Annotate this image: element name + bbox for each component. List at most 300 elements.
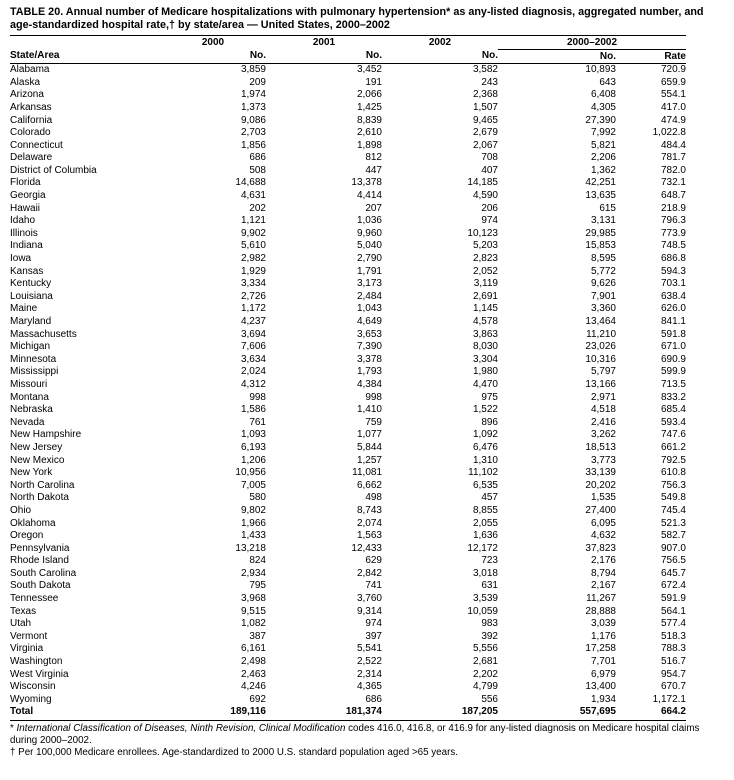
state-cell: Connecticut [10,139,63,151]
footnote-icd-title: International Classification of Diseases, Ninth Revision, Clinical Modification [16,722,346,734]
value-cell: 3,694 [240,328,266,340]
value-cell: 1,022.8 [652,127,686,139]
value-cell: 591.8 [660,328,686,340]
table-row [10,378,686,391]
table-row [10,668,686,681]
table-row [10,202,686,215]
year-header-2000-2002: 2000–2002 [498,36,686,50]
column-header-no-2001: No. [266,49,382,63]
value-cell: 3,653 [356,328,382,340]
column-header-no-2002: No. [382,49,498,63]
value-cell: 191 [365,76,382,88]
state-cell: Idaho [10,215,36,227]
value-cell: 13,166 [585,378,616,390]
table-row [10,366,686,379]
value-cell: 2,052 [472,265,498,277]
value-cell: 8,794 [590,567,616,579]
value-cell: 12,172 [467,542,498,554]
value-cell: 732.1 [660,177,686,189]
state-cell: Hawaii [10,202,41,214]
value-cell: 4,414 [356,190,382,202]
state-cell: Colorado [10,127,51,139]
state-cell: Alabama [10,64,50,76]
table-row [10,605,686,618]
value-cell: 1,507 [472,101,498,113]
value-cell: 3,018 [472,567,498,579]
value-cell: 1,636 [472,530,498,542]
state-cell: Tennessee [10,593,59,605]
table-row [10,630,686,643]
value-cell: 629 [365,555,382,567]
table-row [10,101,686,114]
value-cell: 1,257 [356,454,382,466]
value-cell: 13,218 [235,542,266,554]
table-row [10,303,686,316]
value-cell: 591.9 [660,593,686,605]
table-row [10,504,686,517]
value-cell: 397 [365,630,382,642]
value-cell: 1,176 [590,630,616,642]
value-cell: 907.0 [660,542,686,554]
value-cell: 10,059 [467,605,498,617]
year-header-spacer [10,36,160,50]
state-cell: Wisconsin [10,681,56,693]
value-cell: 2,522 [356,656,382,668]
table-row [10,152,686,165]
table-row [10,643,686,656]
value-cell: 2,679 [472,127,498,139]
table-row [10,416,686,429]
state-cell: Arkansas [10,101,52,113]
value-cell: 690.9 [660,353,686,365]
value-cell: 2,055 [472,517,498,529]
value-cell: 3,173 [356,278,382,290]
value-cell: 7,992 [590,127,616,139]
value-cell: 1,898 [356,139,382,151]
value-cell: 17,258 [585,643,616,655]
value-cell: 686 [249,152,266,164]
value-cell: 4,799 [472,681,498,693]
value-cell: 748.5 [660,240,686,252]
value-cell: 975 [481,391,498,403]
value-cell: 1,172.1 [652,693,686,705]
value-cell: 788.3 [660,643,686,655]
footnote-icd-marker: * [10,722,17,734]
data-table [10,35,686,720]
value-cell: 713.5 [660,378,686,390]
value-cell: 8,030 [472,341,498,353]
value-cell: 703.1 [660,278,686,290]
value-cell: 1,145 [472,303,498,315]
value-cell: 3,262 [590,429,616,441]
value-cell: 498 [365,492,382,504]
value-cell: 638.4 [660,290,686,302]
table-row [10,189,686,202]
value-cell: 1,563 [356,530,382,542]
value-cell: 7,606 [240,341,266,353]
state-cell: Montana [10,391,49,403]
state-cell: Wyoming [10,693,52,705]
value-cell: 9,902 [240,227,266,239]
value-cell: 2,703 [240,127,266,139]
value-cell: 207 [365,202,382,214]
value-cell: 1,586 [240,404,266,416]
state-cell: Illinois [10,227,38,239]
value-cell: 206 [481,202,498,214]
value-cell: 747.6 [660,429,686,441]
value-cell: 1,522 [472,404,498,416]
value-cell: 14,688 [235,177,266,189]
value-cell: 796.3 [660,215,686,227]
table-row [10,517,686,530]
table-row [10,542,686,555]
state-cell: Delaware [10,152,53,164]
value-cell: 484.4 [660,139,686,151]
value-cell: 661.2 [660,441,686,453]
table-row [10,479,686,492]
state-cell: District of Columbia [10,164,97,176]
value-cell: 5,610 [240,240,266,252]
table-row [10,592,686,605]
table-row [10,240,686,253]
value-cell: 833.2 [660,391,686,403]
value-cell: 615 [599,202,616,214]
table-row [10,580,686,593]
state-cell: California [10,114,53,126]
value-cell: 18,513 [585,441,616,453]
table-body [10,63,686,720]
state-cell: South Dakota [10,580,71,592]
state-cell: Washington [10,656,63,668]
value-cell: 11,081 [352,467,382,479]
value-cell: 983 [481,618,498,630]
value-cell: 4,384 [356,378,382,390]
value-cell: 2,167 [590,580,616,592]
state-cell: South Carolina [10,567,77,579]
value-cell: 3,760 [356,593,382,605]
value-cell: 9,086 [240,114,266,126]
value-cell: 610.8 [660,467,686,479]
column-header-row [10,49,686,63]
value-cell: 685.4 [660,404,686,416]
value-cell: 3,304 [472,353,498,365]
value-cell: 3,039 [590,618,616,630]
total-label-cell: Total [10,706,160,721]
value-cell: 42,251 [585,177,616,189]
value-cell: 4,312 [240,378,266,390]
value-cell: 474.9 [660,114,686,126]
value-cell: 1,121 [240,215,266,227]
value-cell: 9,515 [240,605,266,617]
total-row [10,706,686,721]
value-cell: 181,374 [266,706,382,721]
value-cell: 202 [249,202,266,214]
state-cell: Nebraska [10,404,53,416]
value-cell: 795 [249,580,266,592]
value-cell: 557,695 [498,706,616,721]
value-cell: 189,116 [160,706,266,721]
table-row [10,89,686,102]
value-cell: 8,743 [356,504,382,516]
value-cell: 2,176 [590,555,616,567]
value-cell: 27,400 [585,504,616,516]
value-cell: 10,893 [585,64,616,76]
state-cell: Georgia [10,190,46,202]
value-cell: 761 [249,416,266,428]
value-cell: 2,416 [590,416,616,428]
value-cell: 599.9 [660,366,686,378]
value-cell: 3,131 [590,215,616,227]
value-cell: 11,267 [586,593,616,605]
value-cell: 10,123 [467,227,498,239]
state-cell: North Dakota [10,492,69,504]
value-cell: 6,095 [590,517,616,529]
value-cell: 5,203 [472,240,498,252]
state-cell: Ohio [10,504,32,516]
table-row [10,353,686,366]
value-cell: 686 [365,693,382,705]
value-cell: 1,793 [356,366,382,378]
value-cell: 998 [249,391,266,403]
value-cell: 392 [481,630,498,642]
value-cell: 1,082 [240,618,266,630]
value-cell: 407 [481,164,498,176]
value-cell: 626.0 [660,303,686,315]
value-cell: 5,821 [590,139,616,151]
table-row [10,164,686,177]
value-cell: 2,368 [472,89,498,101]
value-cell: 8,595 [590,253,616,265]
value-cell: 1,092 [472,429,498,441]
state-cell: Iowa [10,253,32,265]
value-cell: 974 [481,215,498,227]
value-cell: 516.7 [660,656,686,668]
footnote-icd [10,723,724,747]
table-row [10,492,686,505]
table-row [10,328,686,341]
value-cell: 3,360 [590,303,616,315]
value-cell: 8,855 [472,504,498,516]
value-cell: 2,074 [356,517,382,529]
value-cell: 824 [249,555,266,567]
value-cell: 3,582 [472,64,498,76]
value-cell: 708 [481,152,498,164]
value-cell: 659.9 [660,76,686,88]
value-cell: 7,901 [590,290,616,302]
value-cell: 5,797 [590,366,616,378]
footnote-icd-text: codes 416.0, 416.8, or 416.9 for any-listed diagnosis on Medicare hospital claims during 2000–2002. [10,722,700,747]
value-cell: 5,040 [356,240,382,252]
value-cell: 2,498 [240,656,266,668]
state-cell: Maine [10,303,38,315]
table-row [10,278,686,291]
value-cell: 1,974 [240,89,266,101]
state-cell: Kentucky [10,278,52,290]
value-cell: 4,518 [590,404,616,416]
value-cell: 10,316 [585,353,616,365]
value-cell: 1,966 [240,517,266,529]
value-cell: 27,390 [585,114,616,126]
state-cell: Michigan [10,341,51,353]
value-cell: 1,310 [472,454,498,466]
value-cell: 4,631 [240,190,266,202]
value-cell: 33,139 [585,467,616,479]
value-cell: 998 [365,391,382,403]
value-cell: 645.7 [660,567,686,579]
value-cell: 9,465 [472,114,498,126]
value-cell: 782.0 [660,164,686,176]
value-cell: 1,373 [240,101,266,113]
state-cell: New York [10,467,53,479]
value-cell: 745.4 [660,504,686,516]
value-cell: 243 [481,76,498,88]
state-cell: Indiana [10,240,43,252]
column-header-no-2000: No. [160,49,266,63]
table-row [10,252,686,265]
value-cell: 841.1 [660,316,686,327]
state-cell: Vermont [10,630,48,642]
state-cell: Pennsylvania [10,542,70,554]
state-cell: Mississippi [10,366,59,378]
value-cell: 3,539 [472,593,498,605]
value-cell: 812 [365,152,382,164]
value-cell: 2,484 [356,290,382,302]
table-row [10,681,686,694]
value-cell: 9,626 [590,278,616,290]
state-cell: Rhode Island [10,555,69,567]
value-cell: 741 [365,580,382,592]
value-cell: 2,067 [472,139,498,151]
table-row [10,530,686,543]
value-cell: 2,024 [240,366,266,378]
table-row [10,265,686,278]
value-cell: 549.8 [660,492,686,504]
state-cell: Massachusetts [10,328,77,340]
value-cell: 3,452 [356,64,382,76]
state-cell: Virginia [10,643,44,655]
state-cell: Missouri [10,378,48,390]
value-cell: 554.1 [660,89,686,101]
value-cell: 1,172 [240,303,266,315]
value-cell: 564.1 [660,605,686,617]
value-cell: 954.7 [660,668,686,680]
value-cell: 773.9 [660,227,686,239]
value-cell: 9,960 [356,227,382,239]
value-cell: 2,691 [472,290,498,302]
value-cell: 577.4 [660,618,686,630]
footnote-rate: † Per 100,000 Medicare enrollees. Age-standardized to 2000 U.S. standard population aged >65 years. [10,747,458,759]
value-cell: 8,839 [356,114,382,126]
value-cell: 759 [365,416,382,428]
value-cell: 756.3 [660,479,686,491]
value-cell: 2,610 [356,127,382,139]
table-row [10,341,686,354]
table-row [10,177,686,190]
value-cell: 3,859 [240,64,266,76]
value-cell: 6,193 [240,441,266,453]
value-cell: 508 [249,164,266,176]
value-cell: 1,043 [356,303,382,315]
value-cell: 218.9 [660,202,686,214]
state-cell: Nevada [10,416,45,428]
value-cell: 3,863 [472,328,498,340]
table-row [10,404,686,417]
value-cell: 631 [481,580,498,592]
value-cell: 521.3 [660,517,686,529]
table-row [10,63,686,76]
state-cell: Louisiana [10,290,53,302]
value-cell: 28,888 [585,605,616,617]
value-cell: 5,844 [356,441,382,453]
value-cell: 7,390 [356,341,382,353]
value-cell: 10,956 [235,467,266,479]
state-cell: Oregon [10,530,44,542]
value-cell: 387 [249,630,266,642]
state-cell: Florida [10,177,41,189]
value-cell: 3,119 [473,278,498,290]
table-row [10,215,686,228]
value-cell: 187,205 [382,706,498,721]
value-cell: 447 [365,164,382,176]
table-row [10,467,686,480]
value-cell: 594.3 [660,265,686,277]
state-cell: Maryland [10,316,52,327]
value-cell: 4,470 [472,378,498,390]
value-cell: 518.3 [660,630,686,642]
table-row [10,290,686,303]
value-cell: 4,305 [590,101,616,113]
value-cell: 2,934 [240,567,266,579]
value-cell: 3,968 [240,593,266,605]
state-cell: Utah [10,618,32,630]
value-cell: 2,681 [472,656,498,668]
value-cell: 4,365 [356,681,382,693]
table-row [10,127,686,140]
table-title: TABLE 20. Annual number of Medicare hospitalizations with pulmonary hypertension* as any-listed diagnosis, aggregated number, and age-standardized hospital rate,† by state/area — United States, 2000–2002 [10,6,704,32]
value-cell: 1,535 [590,492,616,504]
year-header-row [10,36,686,50]
value-cell: 14,185 [467,177,498,189]
value-cell: 2,066 [356,89,382,101]
value-cell: 457 [481,492,498,504]
value-cell: 1,425 [356,101,382,113]
value-cell: 11,102 [468,467,498,479]
value-cell: 723 [481,555,498,567]
value-cell: 5,556 [472,643,498,655]
column-header-state: State/Area [10,49,160,63]
table-row [10,429,686,442]
value-cell: 6,408 [590,89,616,101]
table-row [10,227,686,240]
value-cell: 792.5 [660,454,686,466]
table-row [10,114,686,127]
value-cell: 2,202 [472,668,498,680]
value-cell: 4,590 [472,190,498,202]
state-cell: New Mexico [10,454,65,466]
value-cell: 6,476 [472,441,498,453]
value-cell: 1,934 [590,693,616,705]
value-cell: 5,772 [590,265,616,277]
value-cell: 1,206 [240,454,266,466]
value-cell: 580 [249,492,266,504]
value-cell: 671.0 [660,341,686,353]
value-cell: 6,662 [356,479,382,491]
value-cell: 13,400 [585,681,616,693]
value-cell: 672.4 [660,580,686,592]
value-cell: 1,362 [590,164,616,176]
value-cell: 1,410 [356,404,382,416]
value-cell: 664.2 [616,706,686,721]
